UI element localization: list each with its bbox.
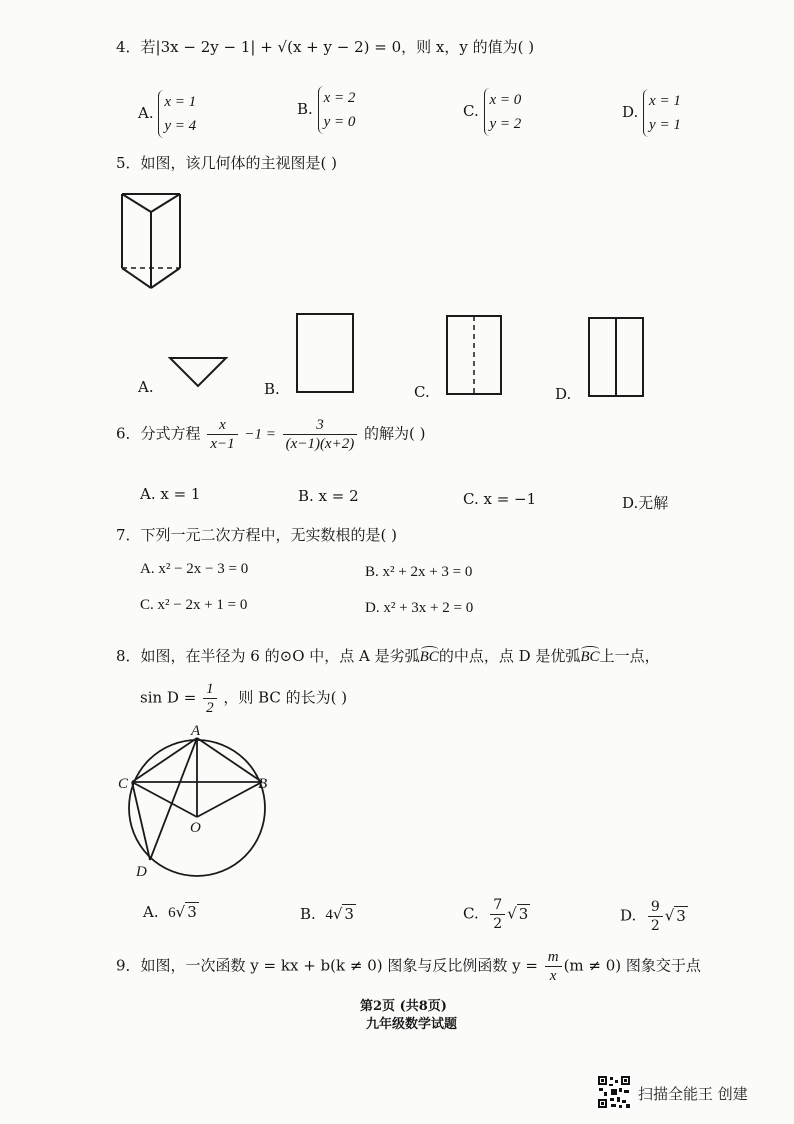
q4-option-c-label: C. [463, 102, 479, 120]
q4-option-a-label: A. [138, 104, 154, 122]
q8-option-d[interactable]: D. $\frac{9}{2}$ √ 3 [620, 899, 686, 934]
q5-option-a-triangle[interactable] [166, 354, 230, 390]
q5-option-c-rectangle-dashed[interactable] [444, 314, 504, 396]
q5-option-c-label[interactable]: C. [414, 383, 430, 401]
q4-option-a-system: x = 1 y = 4 [158, 90, 196, 138]
q6-stem: 6．分式方程 $\frac{x}{x-1}$ −1 = $\frac{3}{(x-1)(x+2)}$ 的解为( ) [116, 417, 426, 452]
q7-option-a[interactable]: A. x² − 2x − 3 = 0 [140, 561, 249, 577]
qr-code-icon [597, 1075, 631, 1109]
circle-figure [112, 722, 282, 884]
q7-option-b[interactable]: B. x² + 2x + 3 = 0 [365, 564, 473, 580]
q8-option-b[interactable]: B. 4√ 3 [300, 905, 354, 923]
q4-option-c-system: x = 0 y = 2 [484, 88, 522, 136]
point-a-label: A [191, 723, 201, 739]
q4-option-a[interactable] [138, 90, 196, 138]
q7-stem: 7．下列一元二次方程中，无实数根的是( ) [116, 526, 398, 544]
arc-bc-major: BC [580, 649, 600, 665]
q9-fraction: $\frac{m}{x}$ [545, 948, 562, 985]
q4-option-d-label: D. [622, 103, 639, 121]
q7-option-d[interactable]: D. x² + 3x + 2 = 0 [365, 600, 474, 616]
page-number: 第2页 (共8页) [360, 999, 447, 1014]
point-b-label: B [258, 776, 268, 792]
point-o-label: O [190, 820, 201, 836]
q5-option-d-rectangle-solid[interactable] [586, 316, 646, 398]
q5-option-d-label[interactable]: D. [555, 385, 572, 403]
q7-option-c[interactable]: C. x² − 2x + 1 = 0 [140, 597, 248, 613]
q8-option-a[interactable]: A. 6√ 3 [143, 903, 197, 921]
q6-fraction-left: $\frac{x}{x-1}$ [207, 416, 237, 453]
q4-option-b[interactable] [297, 86, 355, 134]
q5-stem: 5．如图，该几何体的主视图是( ) [116, 154, 338, 172]
q8-option-c[interactable]: C. $\frac{7}{2}$ √ 3 [463, 897, 529, 932]
q6-fraction-right: $\frac{3}{(x-1)(x+2)}$ [283, 416, 358, 453]
q4-option-b-label: B. [297, 100, 313, 118]
q6-option-d[interactable]: D.无解 [622, 494, 669, 512]
point-d-label: D [136, 864, 147, 880]
q4-option-b-system: x = 2 y = 0 [318, 86, 356, 134]
triangular-prism-figure [110, 186, 190, 296]
q5-option-b-rectangle[interactable] [294, 312, 356, 394]
q6-option-b[interactable]: B. x = 2 [298, 487, 359, 505]
q9-stem: 9．如图，一次函数 y = kx + b(k ≠ 0) 图象与反比例函数 y = $\frac{m}{x}$ (m ≠ 0) 图象交于点 [116, 949, 701, 984]
q4-option-d[interactable] [622, 89, 681, 137]
q8-fraction-half: $\frac{1}{2}$ [203, 680, 217, 717]
point-c-label: C [118, 776, 129, 792]
q5-option-a-label[interactable]: A. [138, 378, 154, 396]
q5-option-b-label[interactable]: B. [264, 380, 280, 398]
q6-option-a[interactable]: A. x = 1 [140, 485, 201, 503]
arc-bc-minor: BC [419, 649, 439, 665]
q4-option-c[interactable] [463, 88, 521, 136]
q6-option-c[interactable]: C. x = −1 [463, 490, 537, 508]
scanner-watermark: 扫描全能王 创建 [638, 1085, 748, 1103]
q4-stem: 4．若|3x − 2y − 1| + √(x + y − 2) = 0，则 x，y 的值为( ) [116, 38, 535, 56]
q8-line1: 8．如图，在半径为 6 的⊙O 中，点 A 是劣弧BC的中点，点 D 是优弧BC上一点， [116, 647, 660, 665]
q4-option-d-system: x = 1 y = 1 [643, 89, 681, 137]
exam-title: 九年级数学试题 [366, 1017, 458, 1032]
q8-line2: sin D = $\frac{1}{2}$ ，则 BC 的长为( ) [140, 681, 348, 716]
